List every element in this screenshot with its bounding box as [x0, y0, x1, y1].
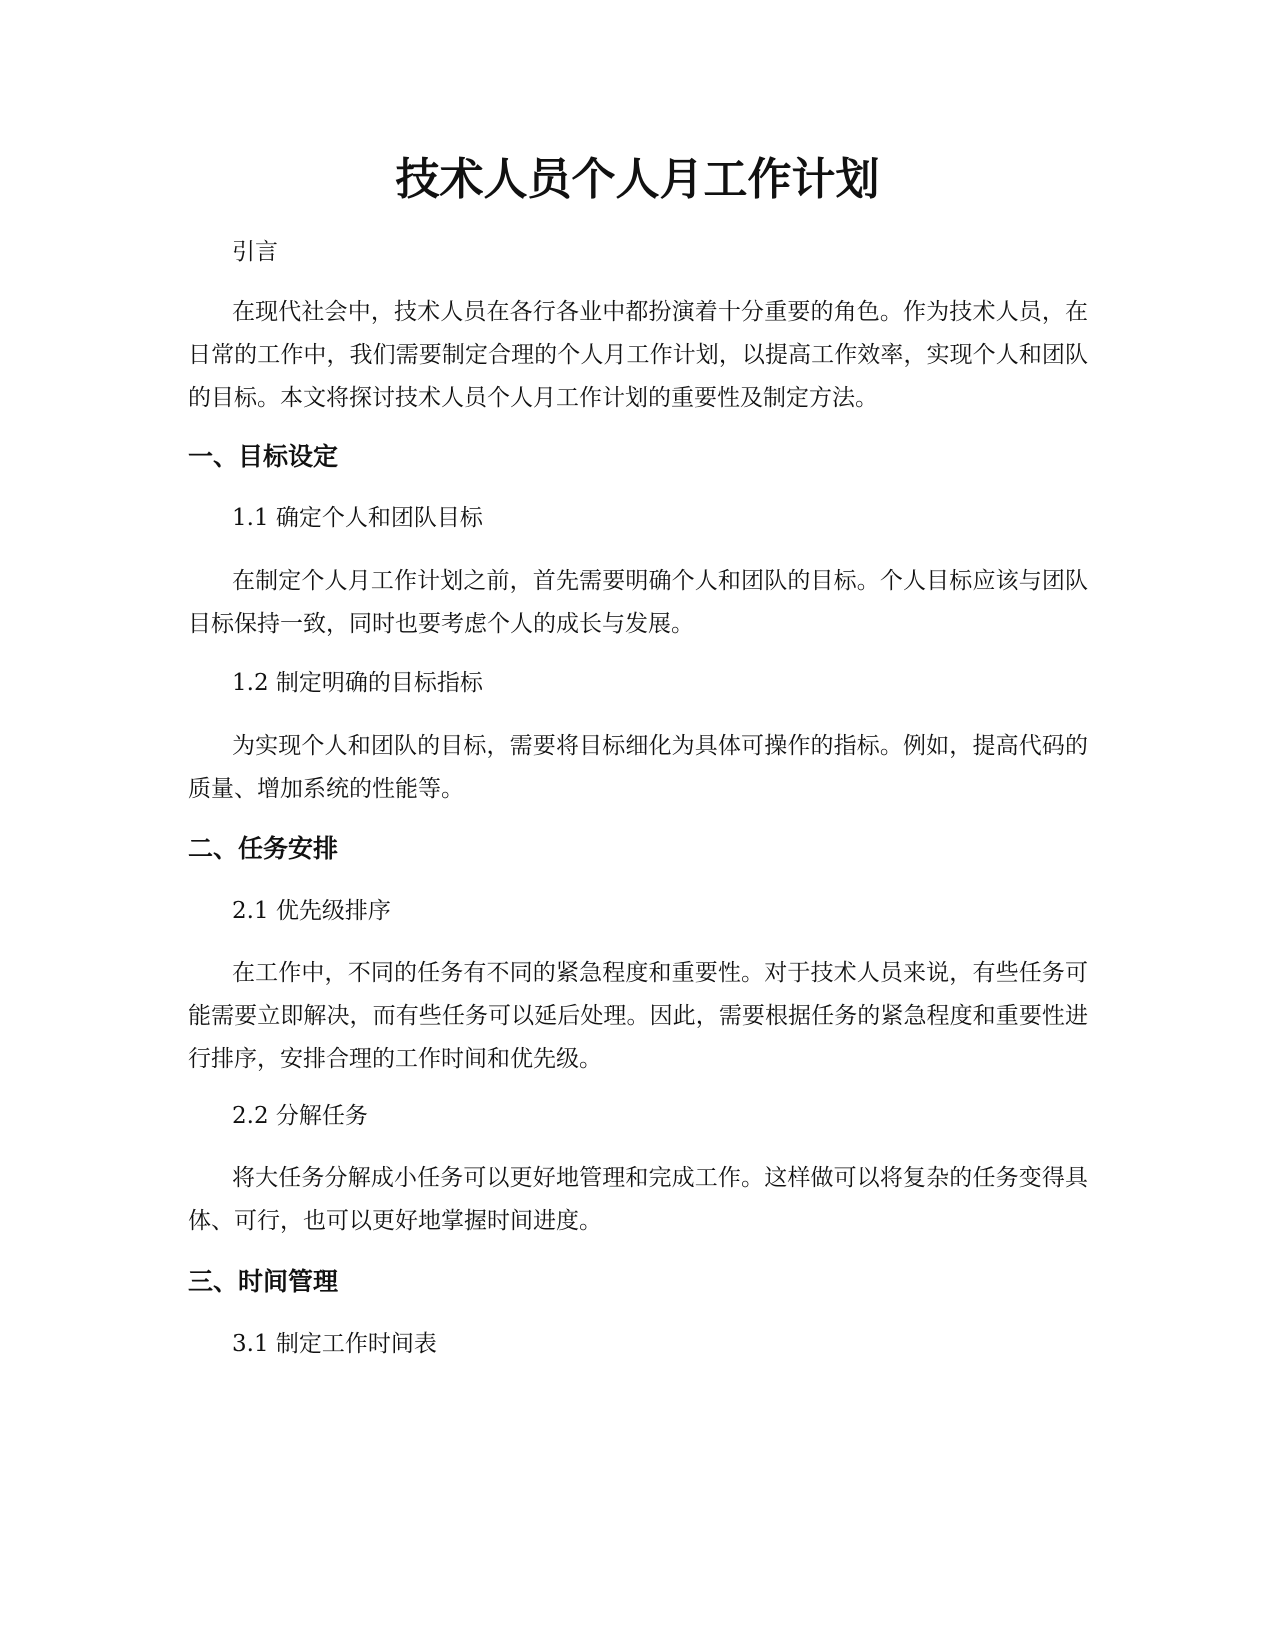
- intro-paragraph: 在现代社会中，技术人员在各行各业中都扮演着十分重要的角色。作为技术人员，在日常的工作中，我们需要制定合理的个人月工作计划，以提高工作效率，实现个人和团队的目标。本文将探讨技术人员个人月工作计划的重要性及制定方法。: [188, 299, 1088, 411]
- subsection-title-1-2: 1.2 制定明确的目标指标: [232, 670, 483, 696]
- section-heading-goals: 一、目标设定: [188, 442, 339, 471]
- subsection-text-2-2: 将大任务分解成小任务可以更好地管理和完成工作。这样做可以将复杂的任务变得具体、可行，也可以更好地掌握时间进度。: [188, 1165, 1088, 1234]
- intro-heading: 引言: [232, 239, 278, 265]
- section-heading-time: 三、时间管理: [188, 1267, 339, 1296]
- subsection-title-3-1: 3.1 制定工作时间表: [232, 1331, 437, 1357]
- subsection-text-1-2: 为实现个人和团队的目标，需要将目标细化为具体可操作的指标。例如，提高代码的质量、增加系统的性能等。: [188, 733, 1088, 802]
- subsection-title-2-1: 2.1 优先级排序: [232, 898, 391, 924]
- subsection-text-2-1: 在工作中，不同的任务有不同的紧急程度和重要性。对于技术人员来说，有些任务可能需要立即解决，而有些任务可以延后处理。因此，需要根据任务的紧急程度和重要性进行排序，安排合理的工作时间和优先级。: [188, 960, 1088, 1072]
- section-heading-tasks: 二、任务安排: [188, 834, 339, 863]
- subsection-title-1-1: 1.1 确定个人和团队目标: [232, 505, 483, 531]
- document-title: 技术人员个人月工作计划: [395, 154, 880, 205]
- subsection-text-1-1: 在制定个人月工作计划之前，首先需要明确个人和团队的目标。个人目标应该与团队目标保持一致，同时也要考虑个人的成长与发展。: [188, 568, 1088, 637]
- subsection-title-2-2: 2.2 分解任务: [232, 1103, 368, 1129]
